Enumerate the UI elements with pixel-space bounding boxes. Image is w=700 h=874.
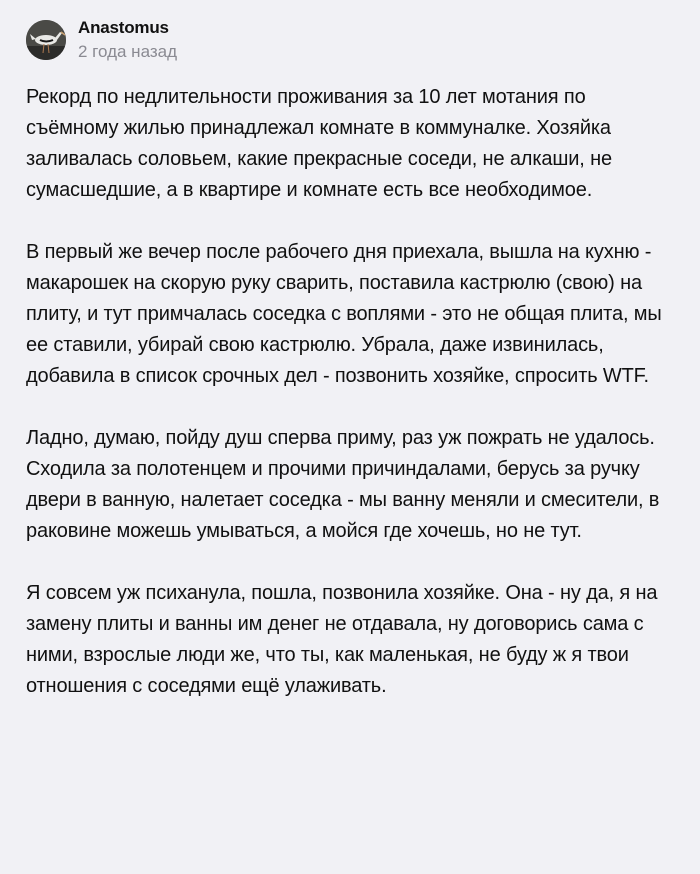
- comment-paragraph: Ладно, думаю, пойду душ сперва приму, раз уж пожрать не удалось. Сходила за полотенцем и прочими причиндалами, берусь за ручку двери в ванную, налетает соседка - мы ванну меняли и смесители, в раковине можешь умываться, а мойся где хочешь, но не тут.: [26, 427, 660, 542]
- comment-body: [26, 82, 674, 702]
- comment-paragraph: Рекорд по недлительности проживания за 10 лет мотания по съёмному жилью принадлежал комнате в коммуналке. Хозяйка заливалась соловьем, какие прекрасные соседи, не алкаши, не сумасшедшие, а в квартире и комнате есть все необходимое.: [26, 86, 612, 201]
- comment-meta: [78, 18, 177, 63]
- stork-avatar-icon: [26, 20, 66, 60]
- comment-header: [26, 12, 674, 68]
- comment-timestamp: 2 года назад: [78, 41, 178, 61]
- comment-paragraph: Я совсем уж психанула, пошла, позвонила хозяйке. Она - ну да, я на замену плиты и ванны им денег не отдавала, ну договорись сама с ними, взрослые люди же, что ты, как маленькая, не буду ж я твои отношения с соседями ещё улаживать.: [26, 582, 658, 697]
- comment-paragraph: В первый же вечер после рабочего дня приехала, вышла на кухню - макарошек на скорую руку сварить, поставила кастрюлю (свою) на плиту, и тут примчалась соседка с воплями - это не общая плита, мы ее ставили, убирай свою кастрюлю. Убрала, даже извинилась, добавила в список срочных дел - позвонить хозяйке, спросить WTF.: [26, 241, 662, 387]
- author-name[interactable]: Anastomus: [78, 17, 169, 37]
- avatar[interactable]: [26, 20, 66, 60]
